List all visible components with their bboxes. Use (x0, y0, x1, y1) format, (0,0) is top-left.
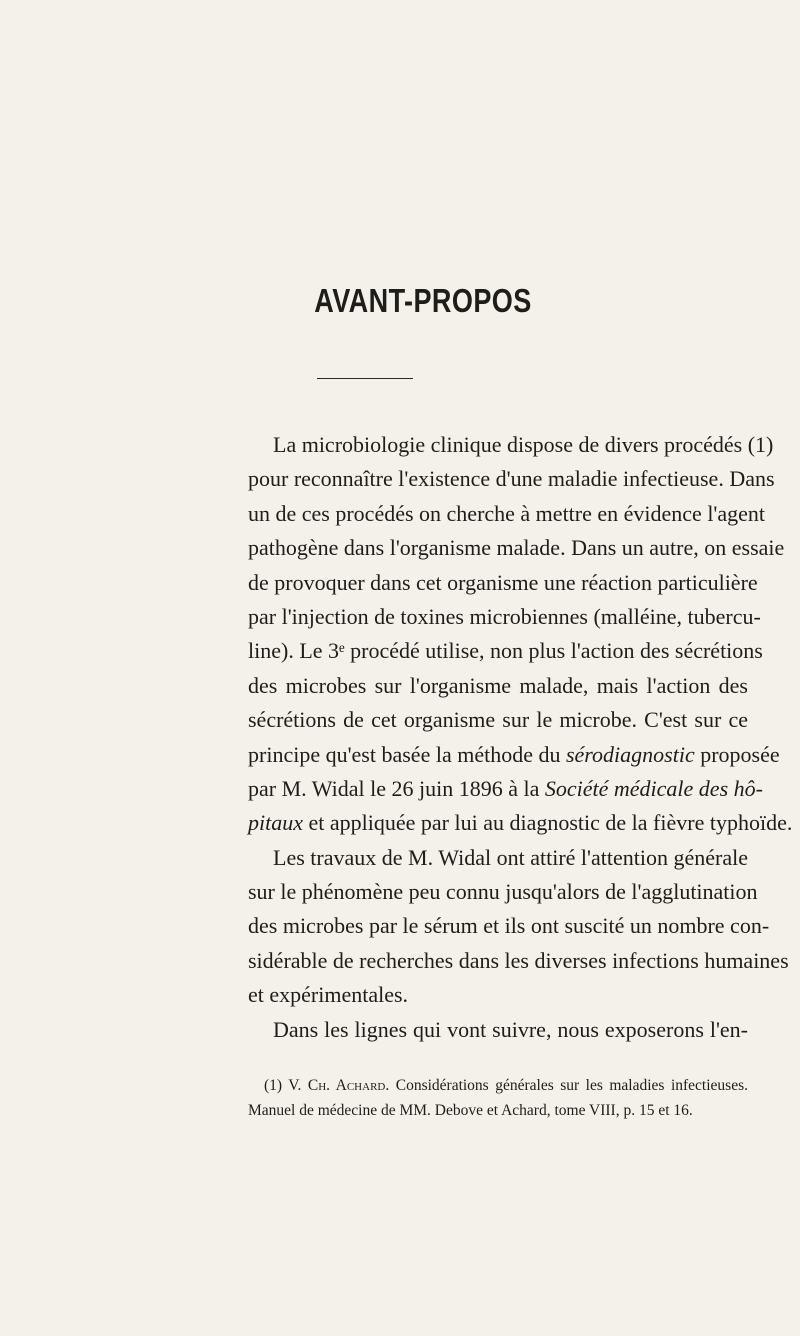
paragraph-1-line (248, 497, 766, 531)
text-span: Dans les lignes qui vont suivre, nous exposerons l'en- (273, 1016, 748, 1042)
text-span: sidérable de recherches dans les diverses infections humaines (248, 947, 789, 973)
text-span: proposée (694, 741, 780, 767)
paragraph-2-line (248, 841, 748, 875)
body-text (248, 428, 793, 1047)
text-span: Les travaux de M. Widal ont attiré l'attention générale (273, 844, 748, 870)
paragraph-1-line (248, 738, 780, 772)
text-span: pour reconnaître l'existence d'une maladie infectieuse. Dans (248, 466, 775, 492)
text-span: des microbes sur l'organisme malade, mais l'action des (248, 672, 748, 698)
footnote-line (248, 1098, 748, 1123)
paragraph-1-line (248, 531, 785, 565)
italic-term: Société médicale des hô- (544, 775, 763, 801)
paragraph-2-line (248, 944, 789, 978)
author-name: Ch. Achard (307, 1077, 386, 1094)
paragraph-1-line (248, 703, 748, 737)
text-span: par M. Widal le 26 juin 1896 à la (248, 775, 545, 801)
text-span: (1) V. (264, 1077, 308, 1094)
title-divider (317, 378, 413, 379)
footnote (248, 1073, 748, 1123)
text-span: des microbes par le sérum et ils ont suscité un nombre con- (248, 913, 770, 939)
text-span: line). Le 3ᵉ procédé utilise, non plus l'action des sécrétions (248, 638, 763, 664)
text-span: sécrétions de cet organisme sur le microbe. C'est sur ce (248, 707, 748, 733)
paragraph-1-line (248, 566, 758, 600)
paragraph-1-line (248, 772, 763, 806)
paragraph-2-line (248, 909, 770, 943)
paragraph-1-line (248, 806, 793, 840)
footnote-line (248, 1073, 748, 1098)
paragraph-1-line (248, 462, 775, 496)
text-span: et appliquée par lui au diagnostic de la fièvre typhoïde. (303, 810, 793, 836)
text-span: sur le phénomène peu connu jusqu'alors de l'agglutination (248, 879, 758, 905)
text-span: Manuel de médecine de MM. Debove et Achard, tome VIII, p. 15 et 16. (248, 1102, 693, 1119)
paragraph-1-line (248, 634, 763, 668)
italic-term: pitaux (248, 810, 303, 836)
text-span: de provoquer dans cet organisme une réaction particulière (248, 569, 758, 595)
text-span: . Considérations générales sur les maladies infectieuses. (385, 1077, 748, 1094)
page-title: AVANT-PROPOS (314, 282, 532, 319)
text-span: par l'injection de toxines microbiennes (malléine, tubercu- (248, 603, 761, 629)
paragraph-1-line (248, 428, 774, 462)
text-span: principe qu'est basée la méthode du (248, 741, 566, 767)
paragraph-1-line (248, 669, 748, 703)
paragraph-2-line (248, 875, 758, 909)
text-span: La microbiologie clinique dispose de divers procédés (1) (273, 432, 774, 457)
italic-term: sérodiagnostic (565, 741, 695, 767)
text-span: et expérimentales. (248, 982, 409, 1008)
paragraph-3-line (248, 1013, 748, 1047)
text-span: un de ces procédés on cherche à mettre en évidence l'agent (248, 500, 766, 526)
paragraph-1-line (248, 600, 761, 634)
text-span: pathogène dans l'organisme malade. Dans un autre, on essaie (248, 535, 785, 561)
paragraph-2-line (248, 978, 748, 1012)
